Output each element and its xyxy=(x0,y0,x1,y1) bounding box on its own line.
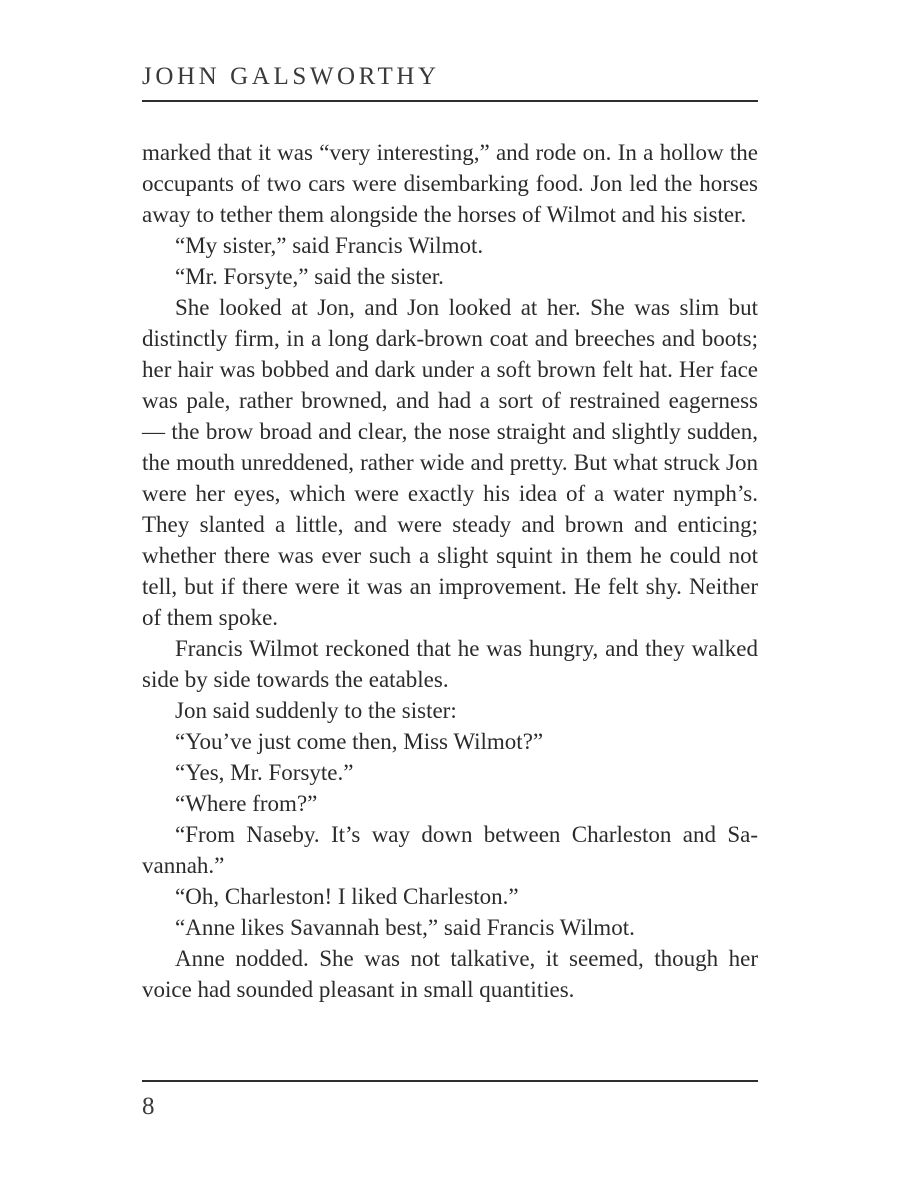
paragraph: She looked at Jon, and Jon looked at her. She was slim but distinctly firm, in a long dark-brown coat and breeches and boots; her hair was bobbed and dark under a soft brown felt hat. Her face was pale, rather browned, and had a sort of restrained eagerness — the brow broad and clear, the nose straight and slightly sudden, the mouth unreddened, rather wide and pretty. But what struck Jon were her eyes, which were exactly his idea of a water nymph’s. They slanted a little, and were steady and brown and enticing; whether there was ever such a slight squint in them he could not tell, but if there were it was an improvement. He felt shy. Neither of them spoke. xyxy=(142,295,758,630)
paragraph: Anne nodded. She was not talkative, it seemed, though her voice had sounded pleasant in small quantities. xyxy=(142,946,758,1002)
paragraph: marked that it was “very interesting,” and rode on. In a hollow the occupants of two cars were disembarking food. Jon led the horses away to tether them alongside the horses of Wilmot and his sister. xyxy=(142,140,758,227)
paragraph: “My sister,” said Francis Wilmot. xyxy=(175,233,484,258)
running-head: JOHN GALSWORTHY xyxy=(142,63,440,90)
page-number: 8 xyxy=(142,1093,155,1120)
footer-rule xyxy=(142,1080,758,1082)
paragraph: “Yes, Mr. Forsyte.” xyxy=(175,760,354,785)
paragraph: “Anne likes Savannah best,” said Francis Wilmot. xyxy=(175,915,635,940)
header-rule xyxy=(142,100,758,102)
paragraph: Francis Wilmot reckoned that he was hungry, and they walked side by side towards the eatables. xyxy=(142,636,758,692)
paragraph: “From Naseby. It’s way down between Charleston and Savannah.” xyxy=(142,822,758,878)
paragraph: “Where from?” xyxy=(175,791,318,816)
paragraph: Jon said suddenly to the sister: xyxy=(175,698,457,723)
paragraph: “Oh, Charleston! I liked Charleston.” xyxy=(175,884,519,909)
body-text xyxy=(142,137,758,1005)
paragraph: “You’ve just come then, Miss Wilmot?” xyxy=(175,729,544,754)
paragraph: “Mr. Forsyte,” said the sister. xyxy=(175,264,444,289)
